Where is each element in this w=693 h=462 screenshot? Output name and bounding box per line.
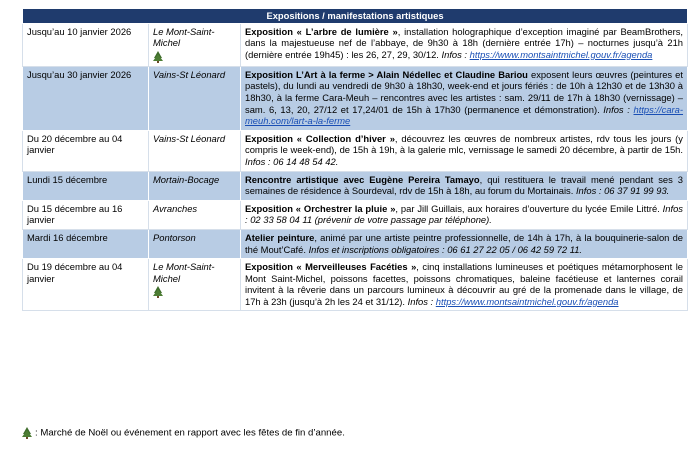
event-title: Exposition « Merveilleuses Facéties » [245, 261, 417, 273]
event-info-label: Infos : [603, 103, 630, 115]
event-row [23, 200, 688, 229]
event-title: Exposition « Collection d’hiver » [245, 132, 395, 144]
event-text: , par Jill Guillais, aux horaires d’ouverture du lycée Emile Littré. [395, 202, 663, 214]
event-text: , installation holographique d’exception imaginé par BeamBrothers, dans la majestueuse nef de l’abbaye, de 9h30 à 18h (dernière entrée 17h) – nocturnes jusqu’à 21h (dernière entrée 19h45) : les 26, 27, 29, 30/12. [245, 25, 683, 60]
event-date-text: Jusqu’au 10 janvier 2026 [27, 25, 132, 37]
christmas-tree-icon [153, 286, 163, 298]
event-place [149, 200, 241, 229]
event-info-label: Infos : [407, 295, 434, 307]
event-date-text: Du 20 décembre au 04 janvier [27, 132, 123, 156]
event-row [23, 171, 688, 200]
event-title: Exposition « L’arbre de lumière » [245, 25, 398, 37]
event-row [23, 66, 688, 130]
event-info-label: Infos : [441, 48, 468, 60]
event-info-label: Infos et inscriptions obligatoires : [308, 243, 445, 255]
event-info-label: Infos : [575, 185, 602, 197]
event-date-text: Du 15 décembre au 16 janvier [27, 202, 123, 226]
event-date [23, 259, 149, 311]
event-row [23, 259, 688, 311]
event-date [23, 200, 149, 229]
event-date-text: Jusqu’au 30 janvier 2026 [27, 68, 132, 80]
event-place [149, 259, 241, 311]
event-text: , découvrez les œuvres de nombreux artistes, rdv tous les jours (y compris le week-end), de 15h à 19h, à la galerie mlc, vernissage le samedi 20 décembre, à partir de 15h. [245, 132, 683, 156]
event-title: Exposition L’Art à la ferme > Alain Nédellec et Claudine Bariou [245, 68, 528, 80]
event-row [23, 130, 688, 171]
event-place-text: Avranches [153, 202, 198, 214]
table-title: Expositions / manifestations artistiques [23, 9, 688, 24]
event-info-label: Infos : [245, 202, 683, 226]
event-date [23, 23, 149, 66]
event-info-label: Infos : [245, 155, 271, 167]
event-description [241, 66, 688, 130]
event-date-text: Du 19 décembre au 04 janvier [27, 261, 123, 284]
event-title: Exposition « Orchestrer la pluie » [245, 202, 396, 214]
event-info-value: 06 37 91 99 93. [604, 185, 670, 197]
christmas-tree-icon [153, 51, 163, 63]
event-text: , cinq installations lumineuses et poétiques métamorphosent le Mont Saint-Michel, poissons facettes, poissons chromatiques, baleine facétieuse et lanternes corail invitent à la rêverie dans un parcours lumineux à découvrir au gré de la promenade dans le village, de 17h à 23h (jusqu’à 2h les 24 et 31/12). [245, 261, 683, 307]
event-title: Atelier peinture [245, 231, 315, 243]
event-place [149, 66, 241, 130]
table-title-row [23, 9, 688, 24]
event-place-text: Mortain-Bocage [153, 173, 220, 185]
event-info-link[interactable]: https://www.montsaintmichel.gouv.fr/agenda [435, 295, 619, 307]
event-info-link[interactable]: https://cara-meuh.com/lart-a-la-ferme [245, 103, 683, 127]
event-place [149, 130, 241, 171]
event-info-value: 02 33 58 04 11 (prévenir de votre passage par téléphone). [250, 214, 492, 226]
event-place-text: Pontorson [153, 231, 196, 243]
event-place [149, 229, 241, 258]
event-date [23, 229, 149, 258]
event-info-value: 06 61 27 22 05 / 06 42 59 72 11. [447, 243, 583, 255]
event-description [241, 130, 688, 171]
event-date-text: Lundi 15 décembre [27, 173, 108, 185]
event-description [241, 259, 688, 311]
event-info-value: 06 14 48 54 42. [273, 155, 339, 167]
events-table [22, 8, 688, 311]
event-description [241, 23, 688, 66]
christmas-tree-icon [22, 427, 32, 439]
footnote-text: : Marché de Noël ou événement en rapport avec les fêtes de fin d’année. [35, 427, 345, 439]
event-place [149, 23, 241, 66]
event-info-link[interactable]: https://www.montsaintmichel.gouv.fr/agenda [469, 48, 653, 60]
event-text: , qui restituera le travail mené pendant ses 3 semaines de résidence à Sourdeval, rdv de 15h à 18h, au forum du Mortainais. [245, 173, 683, 197]
event-row [23, 229, 688, 258]
event-date [23, 171, 149, 200]
event-date-text: Mardi 16 décembre [27, 231, 108, 243]
event-date [23, 130, 149, 171]
event-description [241, 229, 688, 258]
event-text: , animé par une artiste peintre professionnelle, de 14h à 17h, à la bouquinerie-salon de thé Mout’Café. [245, 231, 683, 255]
event-row [23, 23, 688, 66]
footnote [22, 427, 345, 440]
event-description [241, 200, 688, 229]
event-description [241, 171, 688, 200]
event-rows [23, 23, 688, 311]
event-title: Rencontre artistique avec Eugène Pereira Tamayo [245, 173, 480, 185]
event-place-text: Le Mont-Saint-Michel [153, 25, 215, 49]
event-place [149, 171, 241, 200]
event-place-text: Vains-St Léonard [153, 68, 226, 80]
event-date [23, 66, 149, 130]
event-place-text: Le Mont-Saint-Michel [153, 261, 215, 284]
event-text: exposent leurs œuvres (peintures et pastels), du lundi au vendredi de 9h30 à 18h30, week-end et jours fériés : de 10h à 12h30 et de 13h30 à 18h30, à la ferme Cara-Meuh – rencontres avec les artistes : sam. 29/11 de 17h à 18h30 (vernissage) – sam. 6, 13, 20, 27/12 et 17,24/01 de 15h à 17h30 (permanence et démonstration). [245, 68, 683, 115]
event-place-text: Vains-St Léonard [153, 132, 226, 144]
